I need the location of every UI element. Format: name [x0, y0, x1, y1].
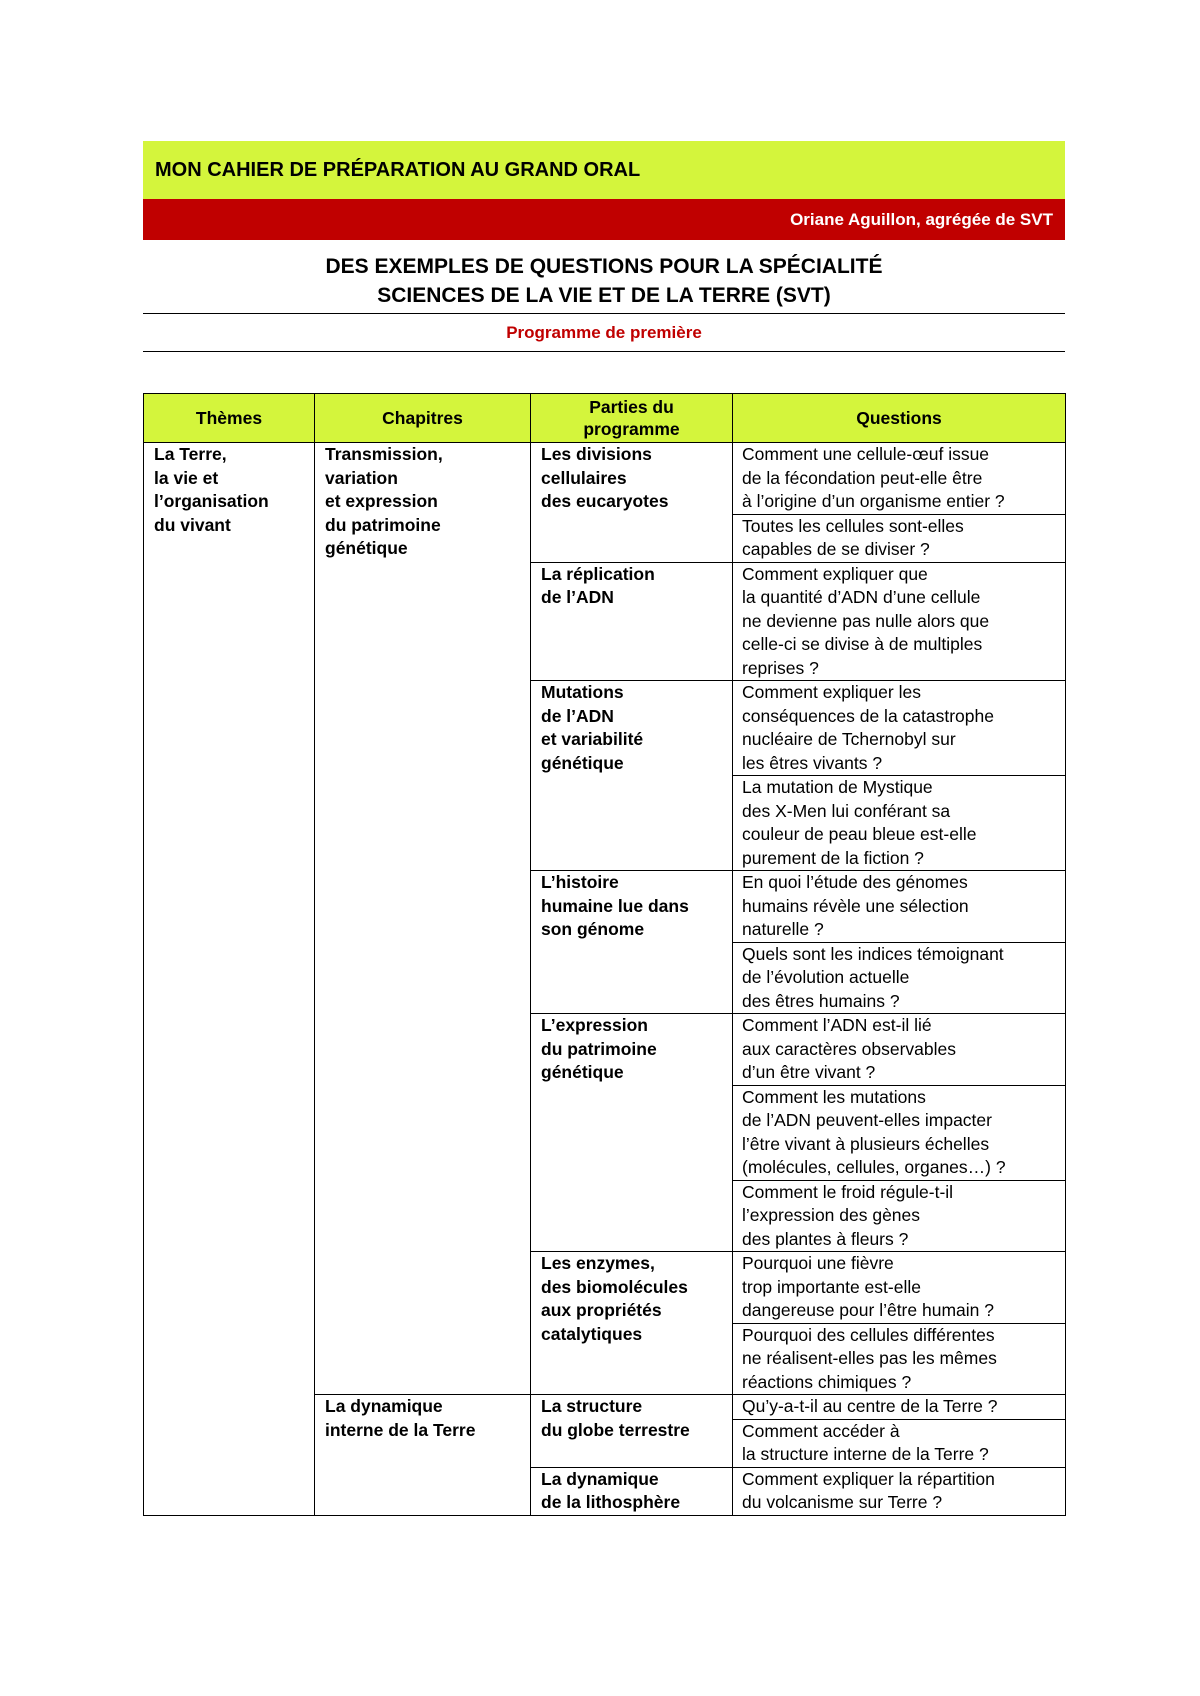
table-row [144, 443, 1066, 515]
divider-bottom [143, 351, 1065, 352]
question-cell: Comment le froid régule-t-il l’expression des gènes des plantes à fleurs ? [733, 1180, 1066, 1252]
part-cell: Mutations de l’ADN et variabilité génétique [531, 681, 733, 871]
part-cell: La structure du globe terrestre [531, 1395, 733, 1468]
theme-cell: La Terre, la vie et l’organisation du vivant [144, 443, 315, 1516]
question-cell: Quels sont les indices témoignant de l’évolution actuelle des êtres humains ? [733, 942, 1066, 1014]
part-cell: Les divisions cellulaires des eucaryotes [531, 443, 733, 563]
question-cell: En quoi l’étude des génomes humains révèle une sélection naturelle ? [733, 871, 1066, 943]
title-line-2: SCIENCES DE LA VIE ET DE LA TERRE (SVT) [377, 284, 831, 307]
question-cell: Comment expliquer la répartition du volcanisme sur Terre ? [733, 1467, 1066, 1515]
question-cell: Qu’y-a-t-il au centre de la Terre ? [733, 1395, 1066, 1420]
chapter-cell: La dynamique interne de la Terre [315, 1395, 531, 1516]
document-page [143, 141, 1065, 1516]
part-cell: La réplication de l’ADN [531, 562, 733, 681]
chapter-cell: Transmission, variation et expression du patrimoine génétique [315, 443, 531, 1395]
question-cell: Comment expliquer que la quantité d’ADN d’une cellule ne devienne pas nulle alors que celle-ci se divise à de multiples reprises ? [733, 562, 1066, 681]
question-cell: Toutes les cellules sont-elles capables de se diviser ? [733, 514, 1066, 562]
header-parts: Parties du programme [531, 394, 733, 443]
question-cell: Comment accéder à la structure interne de la Terre ? [733, 1419, 1066, 1467]
author-banner: Oriane Aguillon, agrégée de SVT [143, 199, 1065, 240]
question-cell: Comment l’ADN est-il lié aux caractères observables d’un être vivant ? [733, 1014, 1066, 1086]
question-cell: Comment expliquer les conséquences de la catastrophe nucléaire de Tchernobyl sur les êtres vivants ? [733, 681, 1066, 776]
page-title [143, 252, 1065, 311]
title-line-1: DES EXEMPLES DE QUESTIONS POUR LA SPÉCIALITÉ [325, 255, 883, 278]
part-cell: L’histoire humaine lue dans son génome [531, 871, 733, 1014]
banner-title: MON CAHIER DE PRÉPARATION AU GRAND ORAL [143, 141, 1065, 199]
question-cell: Comment une cellule-œuf issue de la fécondation peut-elle être à l’origine d’un organisme entier ? [733, 443, 1066, 515]
question-cell: La mutation de Mystique des X-Men lui conférant sa couleur de peau bleue est-elle purement de la fiction ? [733, 776, 1066, 871]
question-cell: Pourquoi des cellules différentes ne réalisent-elles pas les mêmes réactions chimiques ? [733, 1323, 1066, 1395]
table-header-row [144, 394, 1066, 443]
questions-table [143, 393, 1066, 1516]
header-questions: Questions [733, 394, 1066, 443]
part-cell: La dynamique de la lithosphère [531, 1467, 733, 1515]
part-cell: L’expression du patrimoine génétique [531, 1014, 733, 1252]
question-cell: Comment les mutations de l’ADN peuvent-elles impacter l’être vivant à plusieurs échelles (molécules, cellules, organes…) ? [733, 1085, 1066, 1180]
header-themes: Thèmes [144, 394, 315, 443]
program-subtitle: Programme de première [506, 323, 702, 342]
question-cell: Pourquoi une fièvre trop importante est-elle dangereuse pour l’être humain ? [733, 1252, 1066, 1324]
part-cell: Les enzymes, des biomolécules aux propriétés catalytiques [531, 1252, 733, 1395]
header-chapters: Chapitres [315, 394, 531, 443]
